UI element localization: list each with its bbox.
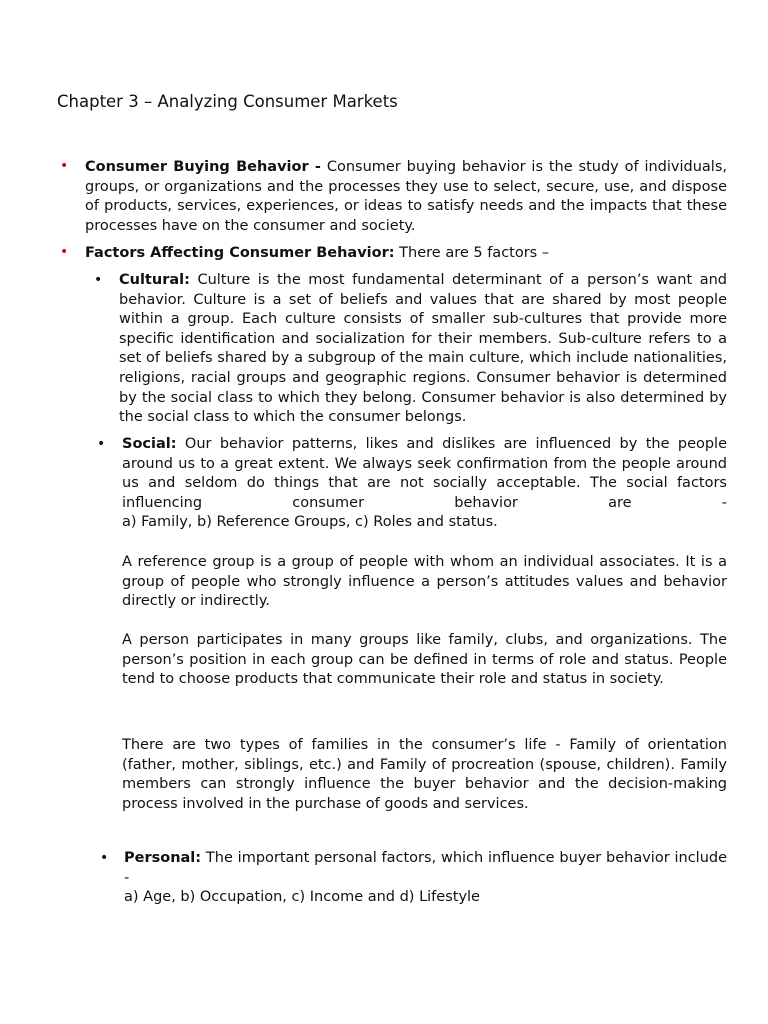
families-paragraph: There are two types of families in the consumer’s life - Family of orientation (father, mother, siblings, etc.) and Family of procreation (spouse, children). Family members can strongly influence the buyer behavior and the decision-making process involved in the purchase of goods and services. <box>122 737 727 812</box>
black-bullet-icon: • <box>100 850 109 866</box>
personal-term: Personal: <box>124 850 202 866</box>
page-title: Chapter 3 – Analyzing Consumer Markets <box>57 92 398 111</box>
red-bullet-icon: • <box>60 158 69 174</box>
roles-status-paragraph: A person participates in many groups like family, clubs, and organizations. The person’s position in each group can be defined in terms of role and status. People tend to choose products that communicate their role and status in society. <box>122 632 727 688</box>
reference-group-paragraph: A reference group is a group of people with whom an individual associates. It is a group of people who strongly influence a person’s attitudes values and behavior directly or indirectly. <box>122 554 727 610</box>
cultural-term: Cultural: <box>119 272 190 288</box>
buying-behavior-term: Consumer Buying Behavior - <box>85 159 321 175</box>
social-term: Social: <box>122 436 177 452</box>
personal-item <box>124 849 727 908</box>
personal-list: a) Age, b) Occupation, c) Income and d) Lifestyle <box>124 889 480 906</box>
black-bullet-icon: • <box>94 272 103 288</box>
red-bullet-icon: • <box>60 244 69 260</box>
buying-behavior-text: Consumer buying behavior is the study of individuals, groups, or organizations and the processes they use to select, secure, use, and dispose of products, services, experiences, or ideas to satisfy needs and the impacts that these processes have on the consumer and society. <box>85 159 727 234</box>
cultural-item <box>119 271 727 428</box>
buying-behavior-item <box>85 158 727 236</box>
social-list: a) Family, b) Reference Groups, c) Roles and status. <box>122 514 498 531</box>
social-text: Our behavior patterns, likes and dislikes are influenced by the people around us to a great extent. We always seek confirmation from the people around us and seldom do things that are not socially acceptable. The social factors influencing consumer behavior are - <box>122 436 728 511</box>
personal-text: The important personal factors, which influence buyer behavior include - <box>124 850 728 886</box>
cultural-text: Culture is the most fundamental determinant of a person’s want and behavior. Culture is a set of beliefs and values that are shared by most people within a group. Each culture consists of smaller sub-cultures that provide more specific identification and socialization for their members. Sub-culture refers to a set of beliefs shared by a subgroup of the main culture, which include nationalities, religions, racial groups and geographic regions. Consumer behavior is determined by the social class to which they belong. Consumer behavior is also determined by the social class to which the consumer belongs. <box>119 272 727 426</box>
social-item <box>122 435 727 533</box>
black-bullet-icon: • <box>97 436 106 452</box>
factors-text: There are 5 factors – <box>399 245 550 261</box>
factors-term: Factors Affecting Consumer Behavior: <box>85 245 395 261</box>
factors-item <box>85 244 727 264</box>
